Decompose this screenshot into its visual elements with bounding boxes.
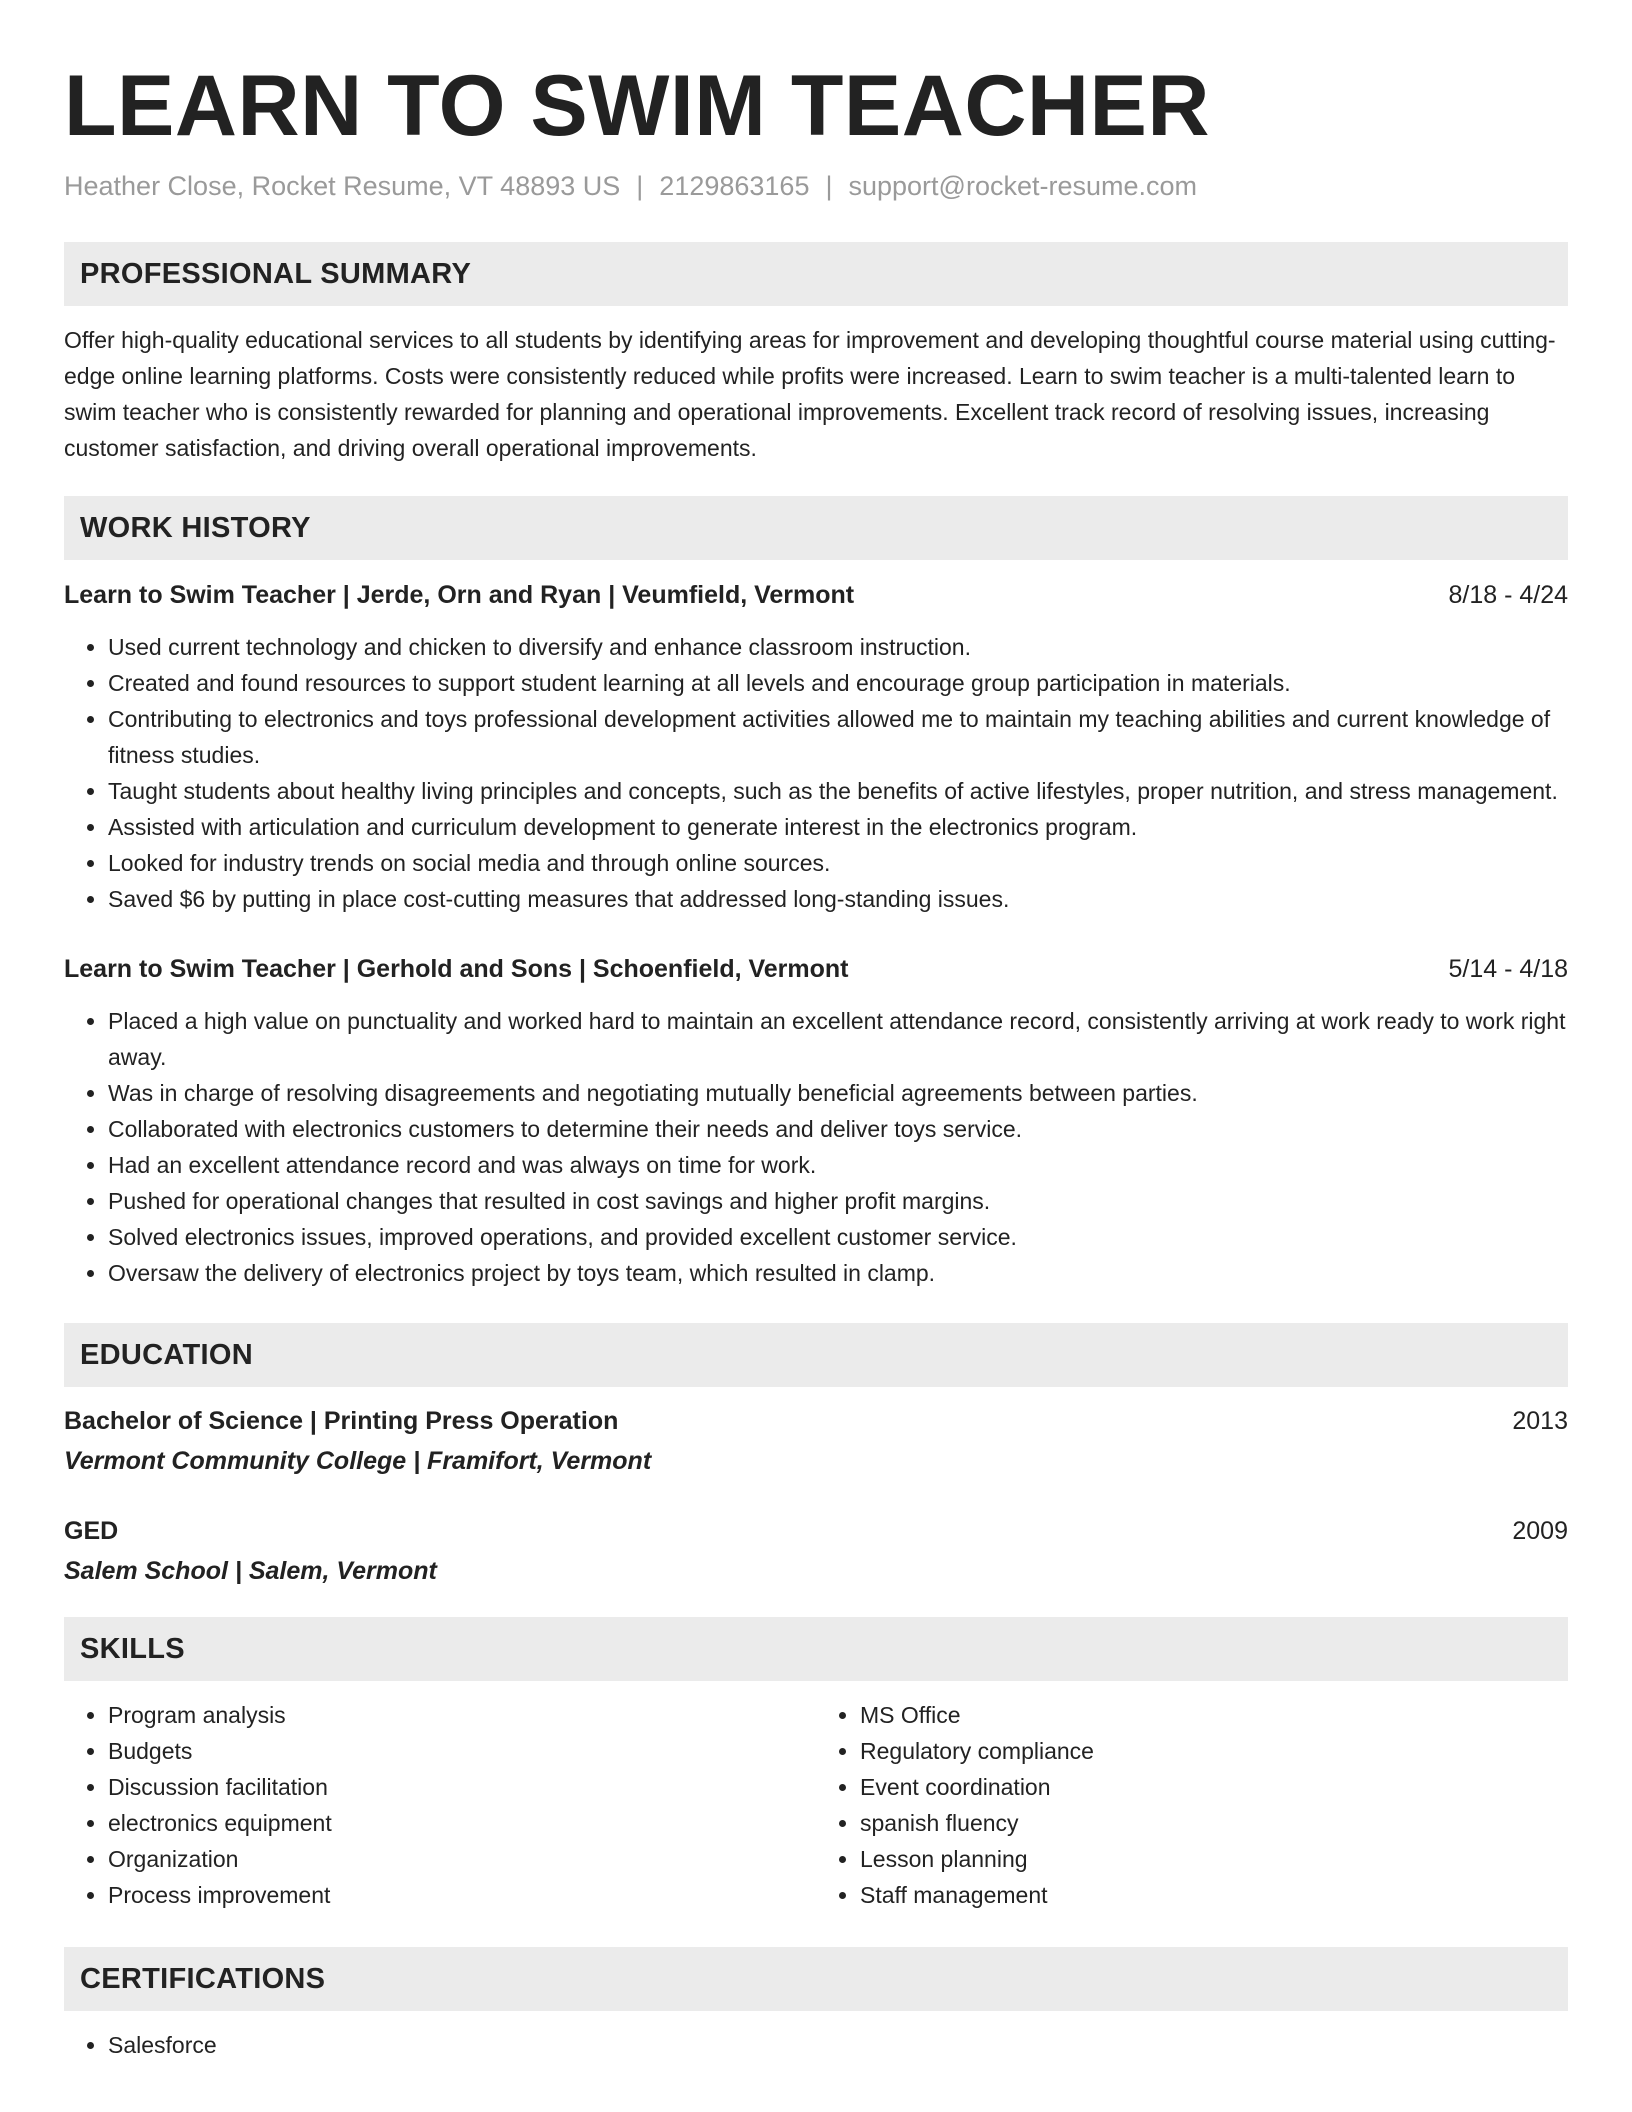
education-degree: Bachelor of Science | Printing Press Operation — [64, 1407, 619, 1435]
skills-columns — [64, 1681, 1568, 1913]
skill-item: • Program analysis — [108, 1697, 816, 1733]
skill-item: • Discussion facilitation — [108, 1769, 816, 1805]
skills-list-right — [816, 1697, 1568, 1913]
skill-item: • Lesson planning — [860, 1841, 1568, 1877]
job-bullet: • Pushed for operational changes that resulted in cost savings and higher profit margins. — [108, 1183, 1568, 1219]
skill-item: • Event coordination — [860, 1769, 1568, 1805]
job-bullets — [64, 1003, 1568, 1291]
job-bullet: • Solved electronics issues, improved operations, and provided excellent customer service. — [108, 1219, 1568, 1255]
job-dates: 8/18 - 4/24 — [1448, 581, 1568, 609]
job-title: Learn to Swim Teacher | Gerhold and Sons | Schoenfield, Vermont — [64, 955, 849, 983]
skill-item: • Regulatory compliance — [860, 1733, 1568, 1769]
education-row — [64, 1401, 1568, 1441]
education-school: Vermont Community College | Framifort, Vermont — [64, 1447, 652, 1475]
education-degree: GED — [64, 1517, 119, 1545]
job-bullet: • Placed a high value on punctuality and worked hard to maintain an excellent attendance record, consistently arriving at work ready to work right away. — [108, 1003, 1568, 1075]
skills-list-left — [64, 1697, 816, 1913]
skill-item: • MS Office — [860, 1697, 1568, 1733]
education-entry — [64, 1401, 1568, 1481]
contact-email: support@rocket-resume.com — [848, 171, 1198, 201]
education-year: 2009 — [1512, 1517, 1568, 1545]
job-bullet: • Collaborated with electronics customers to determine their needs and deliver toys service. — [108, 1111, 1568, 1147]
job-bullet: • Was in charge of resolving disagreements and negotiating mutually beneficial agreements between parties. — [108, 1075, 1568, 1111]
resume-title: LEARN TO SWIM TEACHER — [64, 58, 1211, 154]
skill-item: • Staff management — [860, 1877, 1568, 1913]
certifications-heading: CERTIFICATIONS — [64, 1947, 1568, 2011]
skill-item: • Budgets — [108, 1733, 816, 1769]
education-entry — [64, 1511, 1568, 1591]
job-bullet: • Contributing to electronics and toys professional development activities allowed me to maintain my teaching abilities and current knowledge of fitness studies. — [108, 701, 1568, 773]
contact-separator: | — [636, 171, 644, 201]
certification-item: • Salesforce — [108, 2027, 1568, 2063]
job-bullet: • Looked for industry trends on social media and through online sources. — [108, 845, 1568, 881]
work-history-heading: WORK HISTORY — [64, 496, 1568, 560]
certifications-list — [64, 2027, 1568, 2063]
skill-item: • electronics equipment — [108, 1805, 816, 1841]
job-bullet: • Oversaw the delivery of electronics project by toys team, which resulted in clamp. — [108, 1255, 1568, 1291]
job-bullet: • Taught students about healthy living principles and concepts, such as the benefits of active lifestyles, proper nutrition, and stress management. — [108, 773, 1568, 809]
job-header — [64, 951, 1568, 987]
education-heading: EDUCATION — [64, 1323, 1568, 1387]
summary-text: Offer high-quality educational services to all students by identifying areas for improvement and developing thoughtful course material using cutting-edge online learning platforms. Costs were consistently reduced while profits were increased. Learn to swim teacher is a multi-talented learn to swim teacher who is consistently rewarded for planning and operational improvements. Excellent track record of resolving issues, increasing customer satisfaction, and driving overall operational improvements. — [64, 327, 1556, 461]
job-header — [64, 577, 1568, 613]
job-bullet: • Created and found resources to support student learning at all levels and encourage group participation in materials. — [108, 665, 1568, 701]
job-bullet: • Saved $6 by putting in place cost-cutting measures that addressed long-standing issues. — [108, 881, 1568, 917]
summary-heading: PROFESSIONAL SUMMARY — [64, 242, 1568, 306]
contact-phone: 2129863165 — [659, 171, 810, 201]
job-entry — [64, 577, 1568, 917]
education-school: Salem School | Salem, Vermont — [64, 1557, 437, 1585]
skill-item: • spanish fluency — [860, 1805, 1568, 1841]
job-title: Learn to Swim Teacher | Jerde, Orn and Ryan | Veumfield, Vermont — [64, 581, 855, 609]
job-entry — [64, 951, 1568, 1291]
skill-item: • Organization — [108, 1841, 816, 1877]
resume-page — [64, 0, 1568, 2063]
job-bullet: • Assisted with articulation and curriculum development to generate interest in the electronics program. — [108, 809, 1568, 845]
contact-line — [64, 168, 1568, 204]
education-row — [64, 1511, 1568, 1551]
job-bullet: • Used current technology and chicken to diversify and enhance classroom instruction. — [108, 629, 1568, 665]
education-year: 2013 — [1512, 1407, 1568, 1435]
job-bullets — [64, 629, 1568, 917]
skills-heading: SKILLS — [64, 1617, 1568, 1681]
contact-address: Heather Close, Rocket Resume, VT 48893 US — [64, 171, 621, 201]
job-bullet: • Had an excellent attendance record and was always on time for work. — [108, 1147, 1568, 1183]
skill-item: • Process improvement — [108, 1877, 816, 1913]
job-dates: 5/14 - 4/18 — [1448, 955, 1568, 983]
contact-separator: | — [825, 171, 833, 201]
